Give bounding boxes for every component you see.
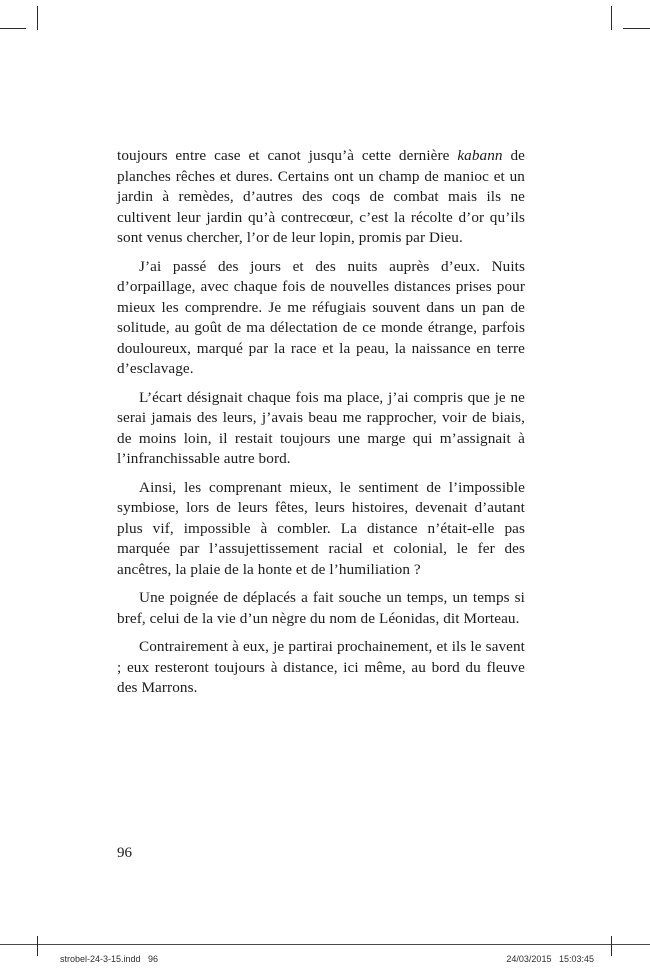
body-text: de planches rêches et dures. Certains ont un champ de manioc et un jardin à remèdes, d’autres des coqs de combat mais ils ne cultivent leur jardin qu’à contrecœur, c’est la récolte d’or qu’ils sont venus chercher, l’or de leur lopin, promis par Dieu. bbox=[117, 147, 525, 246]
print-footer bbox=[0, 952, 650, 966]
body-text: Une poignée de déplacés a fait souche un temps, un temps si bref, celui de la vie d’un nègre du nom de Léonidas, dit Morteau. bbox=[117, 589, 525, 627]
paragraph bbox=[117, 146, 525, 249]
footer-filename: strobel-24-3-15.indd 96 bbox=[60, 954, 159, 964]
body-text: Ainsi, les comprenant mieux, le sentiment de l’impossible symbiose, lors de leurs fêtes, leurs histoires, devenait d’autant plus vif, impossible à combler. La distance n’était-elle pas marquée par l’assujettissement racial et colonial, le fer des ancêtres, la plaie de la honte et de l’humiliation ? bbox=[117, 478, 525, 578]
crop-mark-top-left-vertical bbox=[37, 6, 38, 30]
body-text: J’ai passé des jours et des nuits auprès d’eux. Nuits d’orpaillage, avec chaque fois de nouvelles distances prises pour mieux les comprendre. Je me réfugiais souvent dans un pan de solitude, au goût de ma délectation de ce monde étrange, parfois douloureux, marqué par la race et la peau, la naissance en terre d’esclavage. bbox=[117, 257, 525, 377]
body-text: Contrairement à eux, je partirai prochainement, et ils le savent ; eux resteront toujours à distance, ici même, au bord du fleuve des Marrons. bbox=[117, 638, 525, 696]
paragraph bbox=[117, 637, 525, 699]
body-text: L’écart désignait chaque fois ma place, j’ai compris que je ne serai jamais des leurs, j’avais beau me rapprocher, voir de biais, de moins loin, il restait toujours une marge qui m’assignait à l’infranchissable autre bord. bbox=[117, 388, 525, 467]
footer-rule bbox=[0, 944, 650, 945]
page-number: 96 bbox=[117, 845, 132, 861]
paragraph bbox=[117, 588, 525, 629]
crop-mark-top-right-horizontal bbox=[623, 28, 650, 29]
body-text: toujours entre case et canot jusqu’à cette dernière bbox=[117, 147, 458, 164]
paragraph bbox=[117, 478, 525, 581]
paragraph bbox=[117, 388, 525, 470]
footer-timestamp: 24/03/2015 15:03:45 bbox=[506, 954, 594, 964]
text-block bbox=[117, 146, 525, 707]
paragraph bbox=[117, 257, 525, 380]
crop-mark-top-left-horizontal bbox=[0, 28, 26, 29]
italic-text: kabann bbox=[457, 147, 503, 164]
crop-mark-top-right-vertical bbox=[611, 6, 612, 30]
